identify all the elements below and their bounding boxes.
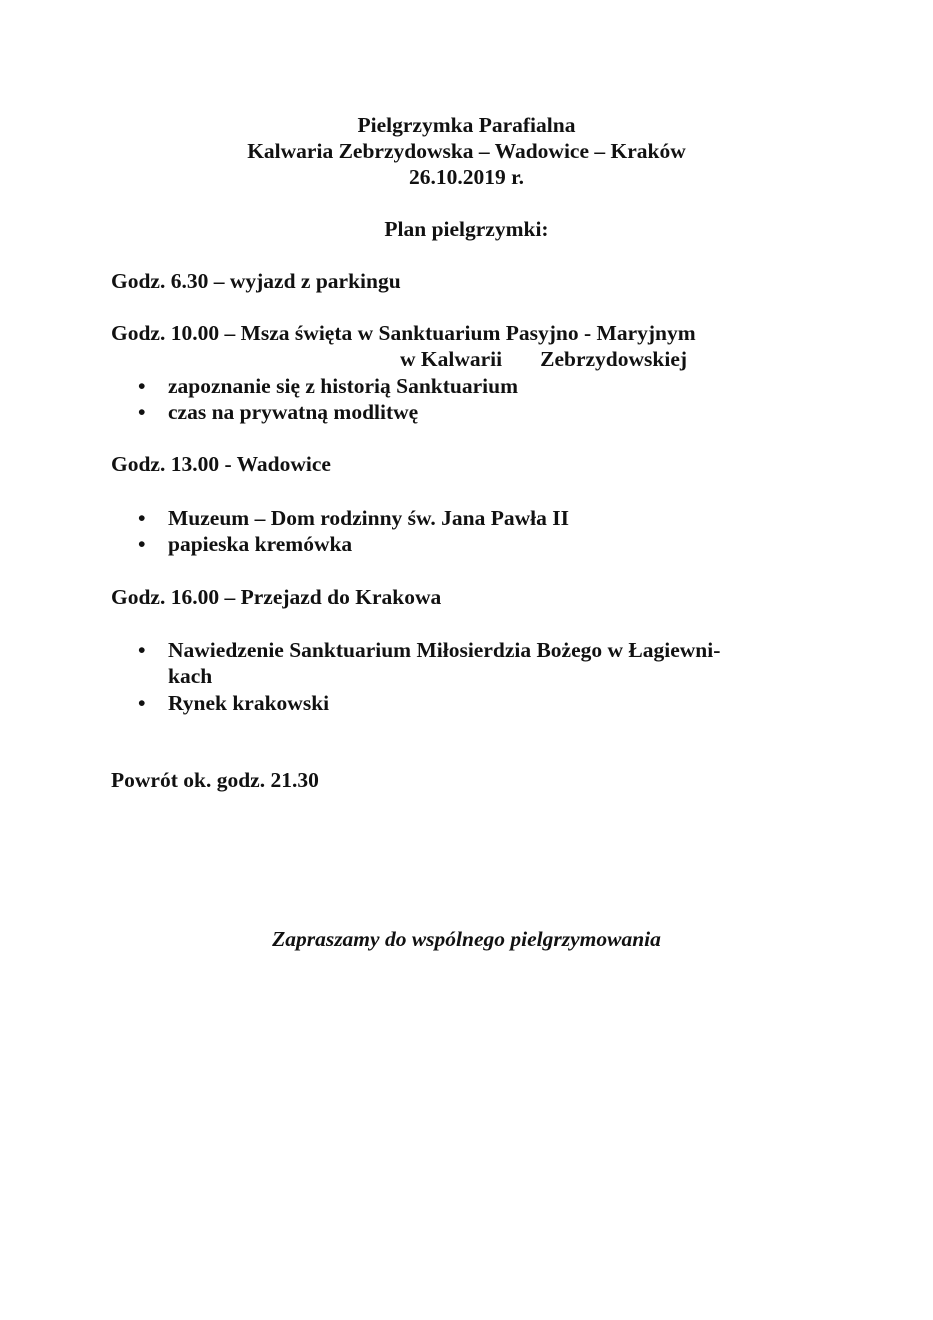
bullet-icon: • (138, 400, 146, 424)
schedule-item-1: Godz. 6.30 – wyjazd z parkingu (111, 269, 401, 293)
list-item-text: czas na prywatną modlitwę (168, 400, 419, 424)
document-title: Pielgrzymka Parafialna (357, 113, 576, 137)
route-line: Kalwaria Zebrzydowska – Wadowice – Kraków (247, 139, 686, 163)
list-item-text: Rynek krakowski (168, 691, 330, 715)
bullet-icon: • (138, 691, 146, 715)
list-item (138, 531, 352, 557)
schedule-item-2-location (400, 346, 687, 372)
list-item (138, 399, 418, 425)
return-time: Powrót ok. godz. 21.30 (111, 768, 319, 792)
plan-heading: Plan pielgrzymki: (384, 217, 549, 241)
schedule-item-4: Godz. 16.00 – Przejazd do Krakowa (111, 585, 442, 609)
list-item-text: Muzeum – Dom rodzinny św. Jana Pawła II (168, 506, 569, 530)
bullet-icon: • (138, 506, 146, 530)
list-item (138, 690, 329, 716)
bullet-icon: • (138, 638, 146, 662)
bullet-icon: • (138, 532, 146, 556)
list-item (138, 505, 569, 531)
schedule-item-3: Godz. 13.00 - Wadowice (111, 452, 331, 476)
date-line: 26.10.2019 r. (408, 165, 525, 189)
list-item-continuation: kach (168, 664, 213, 688)
list-item-text: papieska kremówka (168, 532, 353, 556)
location-part-1: w Kalwarii (400, 347, 503, 371)
invitation-text: Zapraszamy do wspólnego pielgrzymowania (272, 927, 661, 951)
location-part-2: Zebrzydowskiej (540, 347, 688, 371)
schedule-item-2: Godz. 10.00 – Msza święta w Sanktuarium Pasyjno - Maryjnym (111, 321, 696, 345)
list-item-text: Nawiedzenie Sanktuarium Miłosierdzia Bożego w Łagiewni- (168, 638, 721, 662)
bullet-icon: • (138, 374, 146, 398)
list-item-text: zapoznanie się z historią Sanktuarium (168, 374, 518, 398)
list-item (138, 373, 518, 399)
list-item (138, 637, 720, 663)
